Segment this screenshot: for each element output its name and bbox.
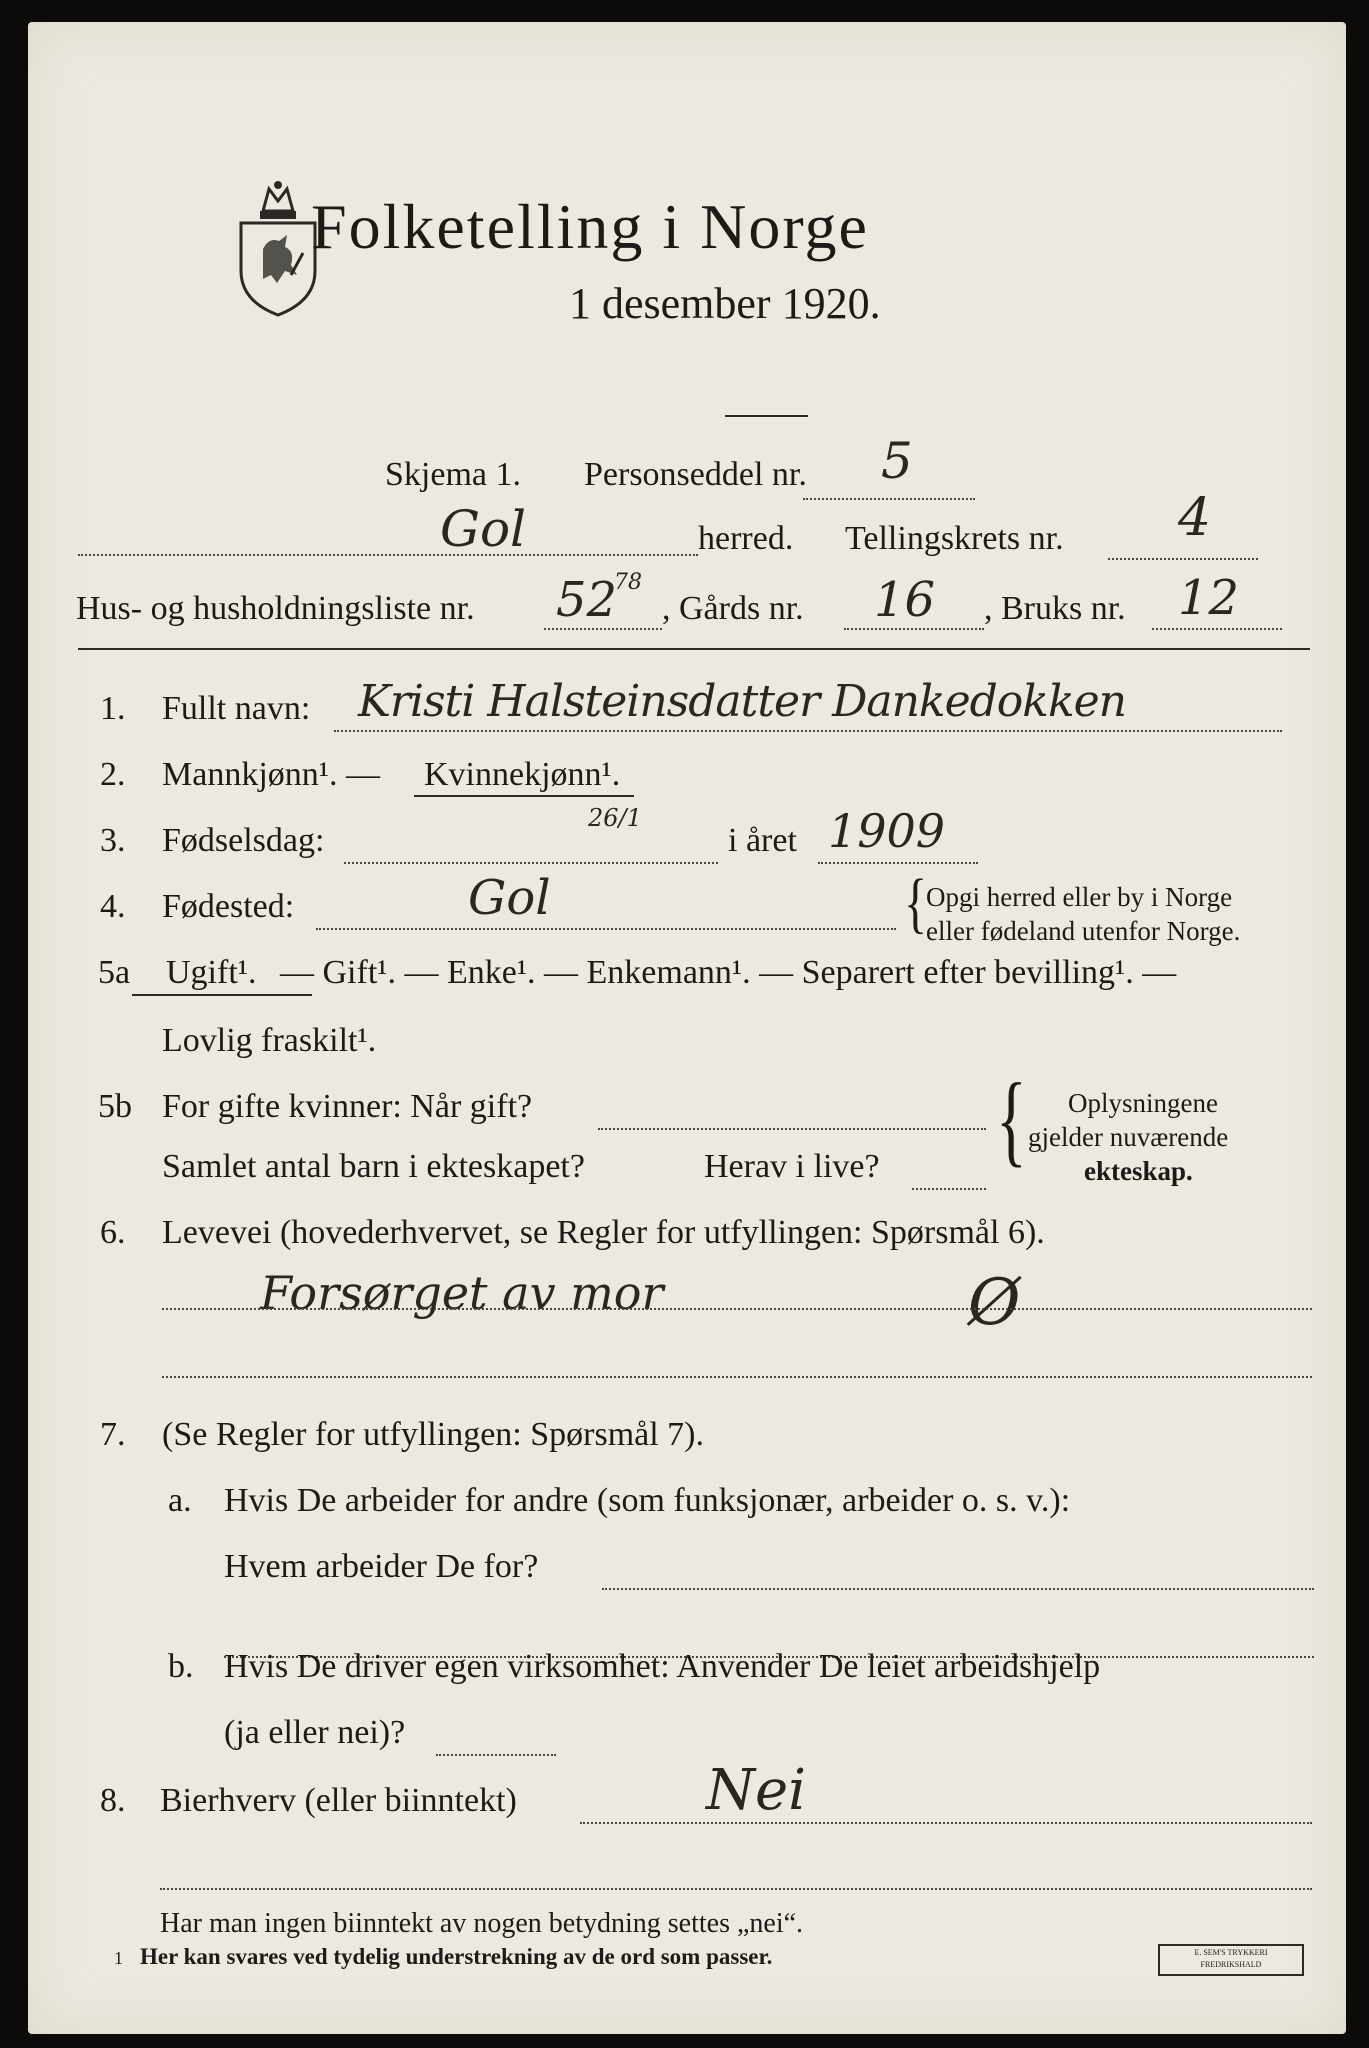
tellingskrets-label: Tellingskrets nr. xyxy=(845,520,1064,557)
printer-line-2: FREDRIKSHALD xyxy=(1200,1960,1262,1969)
coat-of-arms-icon xyxy=(233,179,323,319)
q2-male: Mannkjønn¹. — xyxy=(162,756,380,793)
q5b-number: 5b xyxy=(98,1088,132,1125)
q5b-note-2: gjelder nuværende xyxy=(1028,1122,1229,1152)
form-title: Folketelling i Norge xyxy=(311,191,869,262)
q1-name-value: Kristi Halsteinsdatter Dankedokken xyxy=(358,676,1126,727)
q4-value: Gol xyxy=(468,870,551,926)
herred-label: herred. xyxy=(698,520,794,557)
q6-value: Forsørget av mor xyxy=(260,1266,664,1320)
census-form-sheet xyxy=(28,22,1346,2034)
q4-brace: { xyxy=(904,866,928,941)
printer-line-1: E. SEM'S TRYKKERI xyxy=(1194,1948,1268,1957)
q4-number: 4. xyxy=(100,888,126,925)
q7b-label2: (ja eller nei)? xyxy=(224,1714,406,1751)
footnote-mark: 1 xyxy=(114,1948,123,1968)
q7a-label: Hvis De arbeider for andre (som funksjonær, arbeider o. s. v.): xyxy=(224,1482,1071,1519)
q5b-label: For gifte kvinner: Når gift? xyxy=(162,1088,533,1125)
skjema-label: Skjema 1. xyxy=(385,456,521,493)
q6-mark: Ø xyxy=(968,1266,1021,1340)
q7a-letter: a. xyxy=(168,1482,192,1519)
hus-value: 52 xyxy=(556,572,618,628)
bruks-value: 12 xyxy=(1178,570,1240,626)
q7a-label2: Hvem arbeider De for? xyxy=(224,1548,539,1585)
q3-number: 3. xyxy=(100,822,126,859)
q3-label: Fødselsdag: xyxy=(162,822,325,859)
q3-value: 26/1 xyxy=(588,804,642,832)
q2-number: 2. xyxy=(100,756,126,793)
q5a-number: 5a xyxy=(98,954,131,991)
q7b-letter: b. xyxy=(168,1648,194,1685)
q5b-note-3: ekteskap. xyxy=(1084,1156,1193,1186)
tellingskrets-value: 4 xyxy=(1178,488,1212,548)
q3-year-value: 1909 xyxy=(828,804,946,858)
q4-label: Fødested: xyxy=(162,888,295,925)
q5a-line2: Lovlig fraskilt¹. xyxy=(162,1022,377,1059)
form-date: 1 desember 1920. xyxy=(569,279,881,328)
personseddel-label: Personseddel nr. xyxy=(584,456,807,493)
q5a-options: — Gift¹. — Enke¹. — Enkemann¹. — Separert efter bevilling¹. — xyxy=(280,954,1177,991)
hus-value-sup: 78 xyxy=(614,570,642,595)
q4-note-2: eller fødeland utenfor Norge. xyxy=(926,916,1241,946)
q4-note-1: Opgi herred eller by i Norge xyxy=(926,882,1233,912)
q5b-label3: Herav i live? xyxy=(704,1148,880,1185)
q7-label: (Se Regler for utfyllingen: Spørsmål 7). xyxy=(162,1416,705,1453)
footnote-text: Her kan svares ved tydelig understrekning av de ord som passer. xyxy=(140,1944,773,1969)
gards-value: 16 xyxy=(874,572,936,628)
q1-number: 1. xyxy=(100,690,126,727)
q2-female: Kvinnekjønn¹. xyxy=(424,756,621,793)
herred-value: Gol xyxy=(440,500,527,558)
gards-label: , Gårds nr. xyxy=(662,590,804,627)
q5a-ugift: Ugift¹. xyxy=(166,954,257,991)
q3-year-label: i året xyxy=(728,822,797,859)
bruks-label: , Bruks nr. xyxy=(984,590,1126,627)
q8-label: Bierhverv (eller biinntekt) xyxy=(160,1782,517,1819)
hus-label: Hus- og husholdningsliste nr. xyxy=(76,590,475,627)
q8-value: Nei xyxy=(706,1758,807,1823)
q5b-note-1: Oplysningene xyxy=(1068,1088,1218,1118)
q7b-label: Hvis De driver egen virksomhet: Anvender De leiet arbeidshjelp xyxy=(224,1648,1101,1685)
q5b-brace: { xyxy=(996,1062,1027,1176)
q6-label: Levevei (hovederhvervet, se Regler for utfyllingen: Spørsmål 6). xyxy=(162,1214,1045,1251)
printer-stamp xyxy=(1158,1944,1304,1976)
q8-number: 8. xyxy=(100,1782,126,1819)
q5b-label2: Samlet antal barn i ekteskapet? xyxy=(162,1148,585,1185)
personseddel-value: 5 xyxy=(881,432,913,490)
q8-note: Har man ingen biinntekt av nogen betydning settes „nei“. xyxy=(160,1908,804,1939)
q7-number: 7. xyxy=(100,1416,126,1453)
q1-label: Fullt navn: xyxy=(162,690,311,727)
q6-number: 6. xyxy=(100,1214,126,1251)
